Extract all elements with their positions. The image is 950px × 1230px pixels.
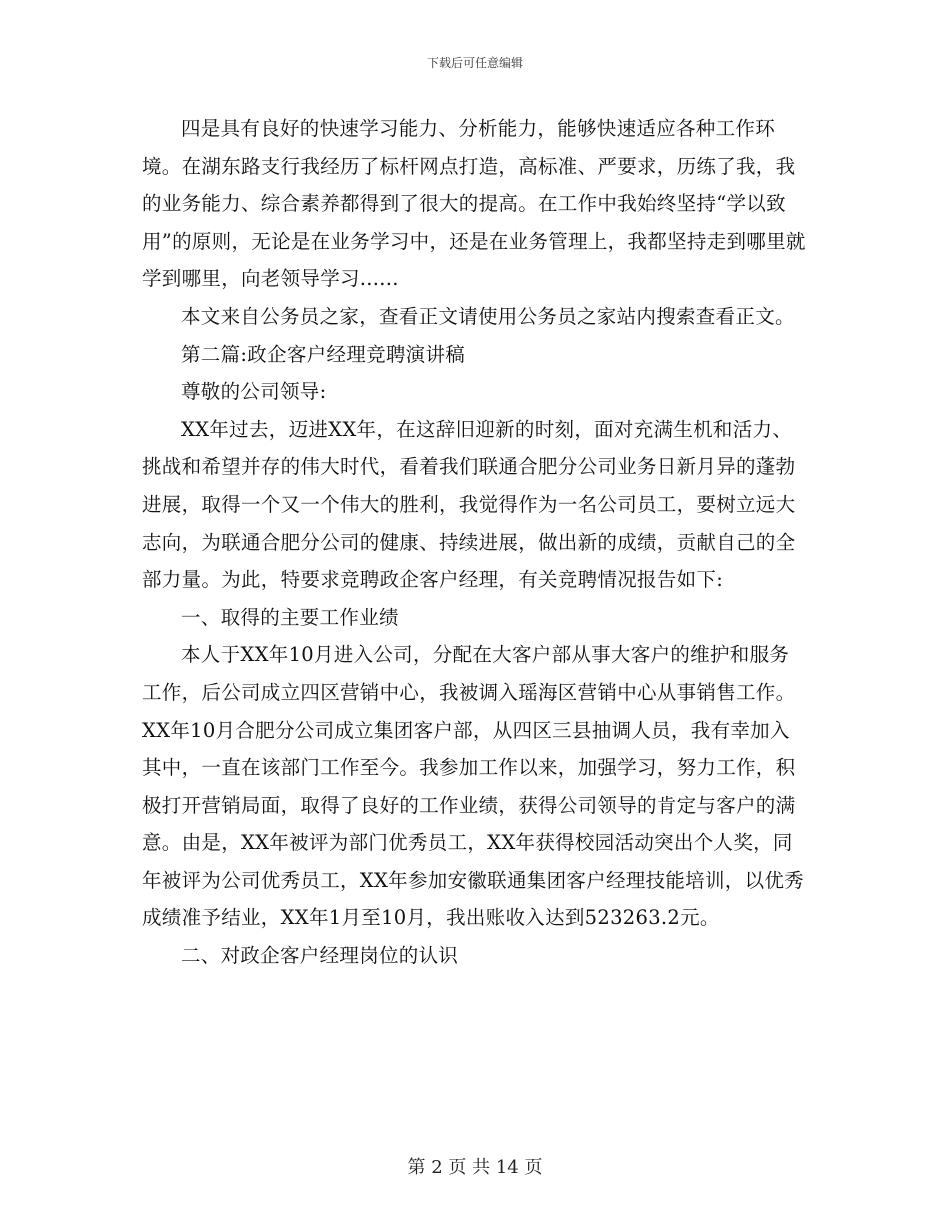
paragraph: 本文来自公务员之家，查看正文请使用公务员之家站内搜索查看正文。 xyxy=(181,304,795,328)
page-number: 第 2 页 共 14 页 xyxy=(407,1157,543,1178)
header-note: 下载后可任意编辑 xyxy=(426,56,523,70)
paragraph: 本人于XX年10月进入公司，分配在大客户部从事大客户的维护和服务工作，后公司成立四区营销中心，我被调入瑶海区营销中心从事销售工作。XX年10月合肥分公司成立集团客户部，从四区三县抽调人员，我有幸加入其中，一直在该部门工作至今。我参加工作以来，加强学习，努力工作，积极打开营销局面，取得了良好的工作业绩，获得公司领导的肯定与客户的满意。由是，XX年被评为部门优秀员工，XX年获得校园活动突出个人奖，同年被评为公司优秀员工，XX年参加安徽联通集团客户经理技能培训，以优秀成绩准予结业，XX年1月至10月，我出账收入达到523263.2元。 xyxy=(142,643,804,930)
salutation: 尊敬的公司领导: xyxy=(181,380,327,404)
paragraph: XX年过去，迈进XX年，在这辞旧迎新的时刻，面对充满生机和活力、挑战和希望并存的伟大时代，看着我们联通合肥分公司业务日新月异的蓬勃进展，取得一个又一个伟大的胜利，我觉得作为一名公司员工，要树立远大志向，为联通合肥分公司的健康、持续进展，做出新的成绩，贡献自己的全部力量。为此，特要求竞聘政企客户经理，有关竞聘情况报告如下: xyxy=(142,417,796,592)
section-heading: 一、取得的主要工作业绩 xyxy=(181,605,399,629)
document-body xyxy=(142,110,808,975)
section-heading: 二、对政企客户经理岗位的认识 xyxy=(181,944,459,968)
paragraph: 四是具有良好的快速学习能力、分析能力，能够快速适应各种工作环境。在湖东路支行我经历了标杆网点打造，高标准、严要求，历练了我，我的业务能力、综合素养都得到了很大的提高。在工作中我始终坚持“学以致用”的原则，无论是在业务学习中，还是在业务管理上，我都坚持走到哪里就学到哪里，向老领导学习...... xyxy=(142,117,806,291)
section-title: 第二篇:政企客户经理竞聘演讲稿 xyxy=(181,342,466,366)
